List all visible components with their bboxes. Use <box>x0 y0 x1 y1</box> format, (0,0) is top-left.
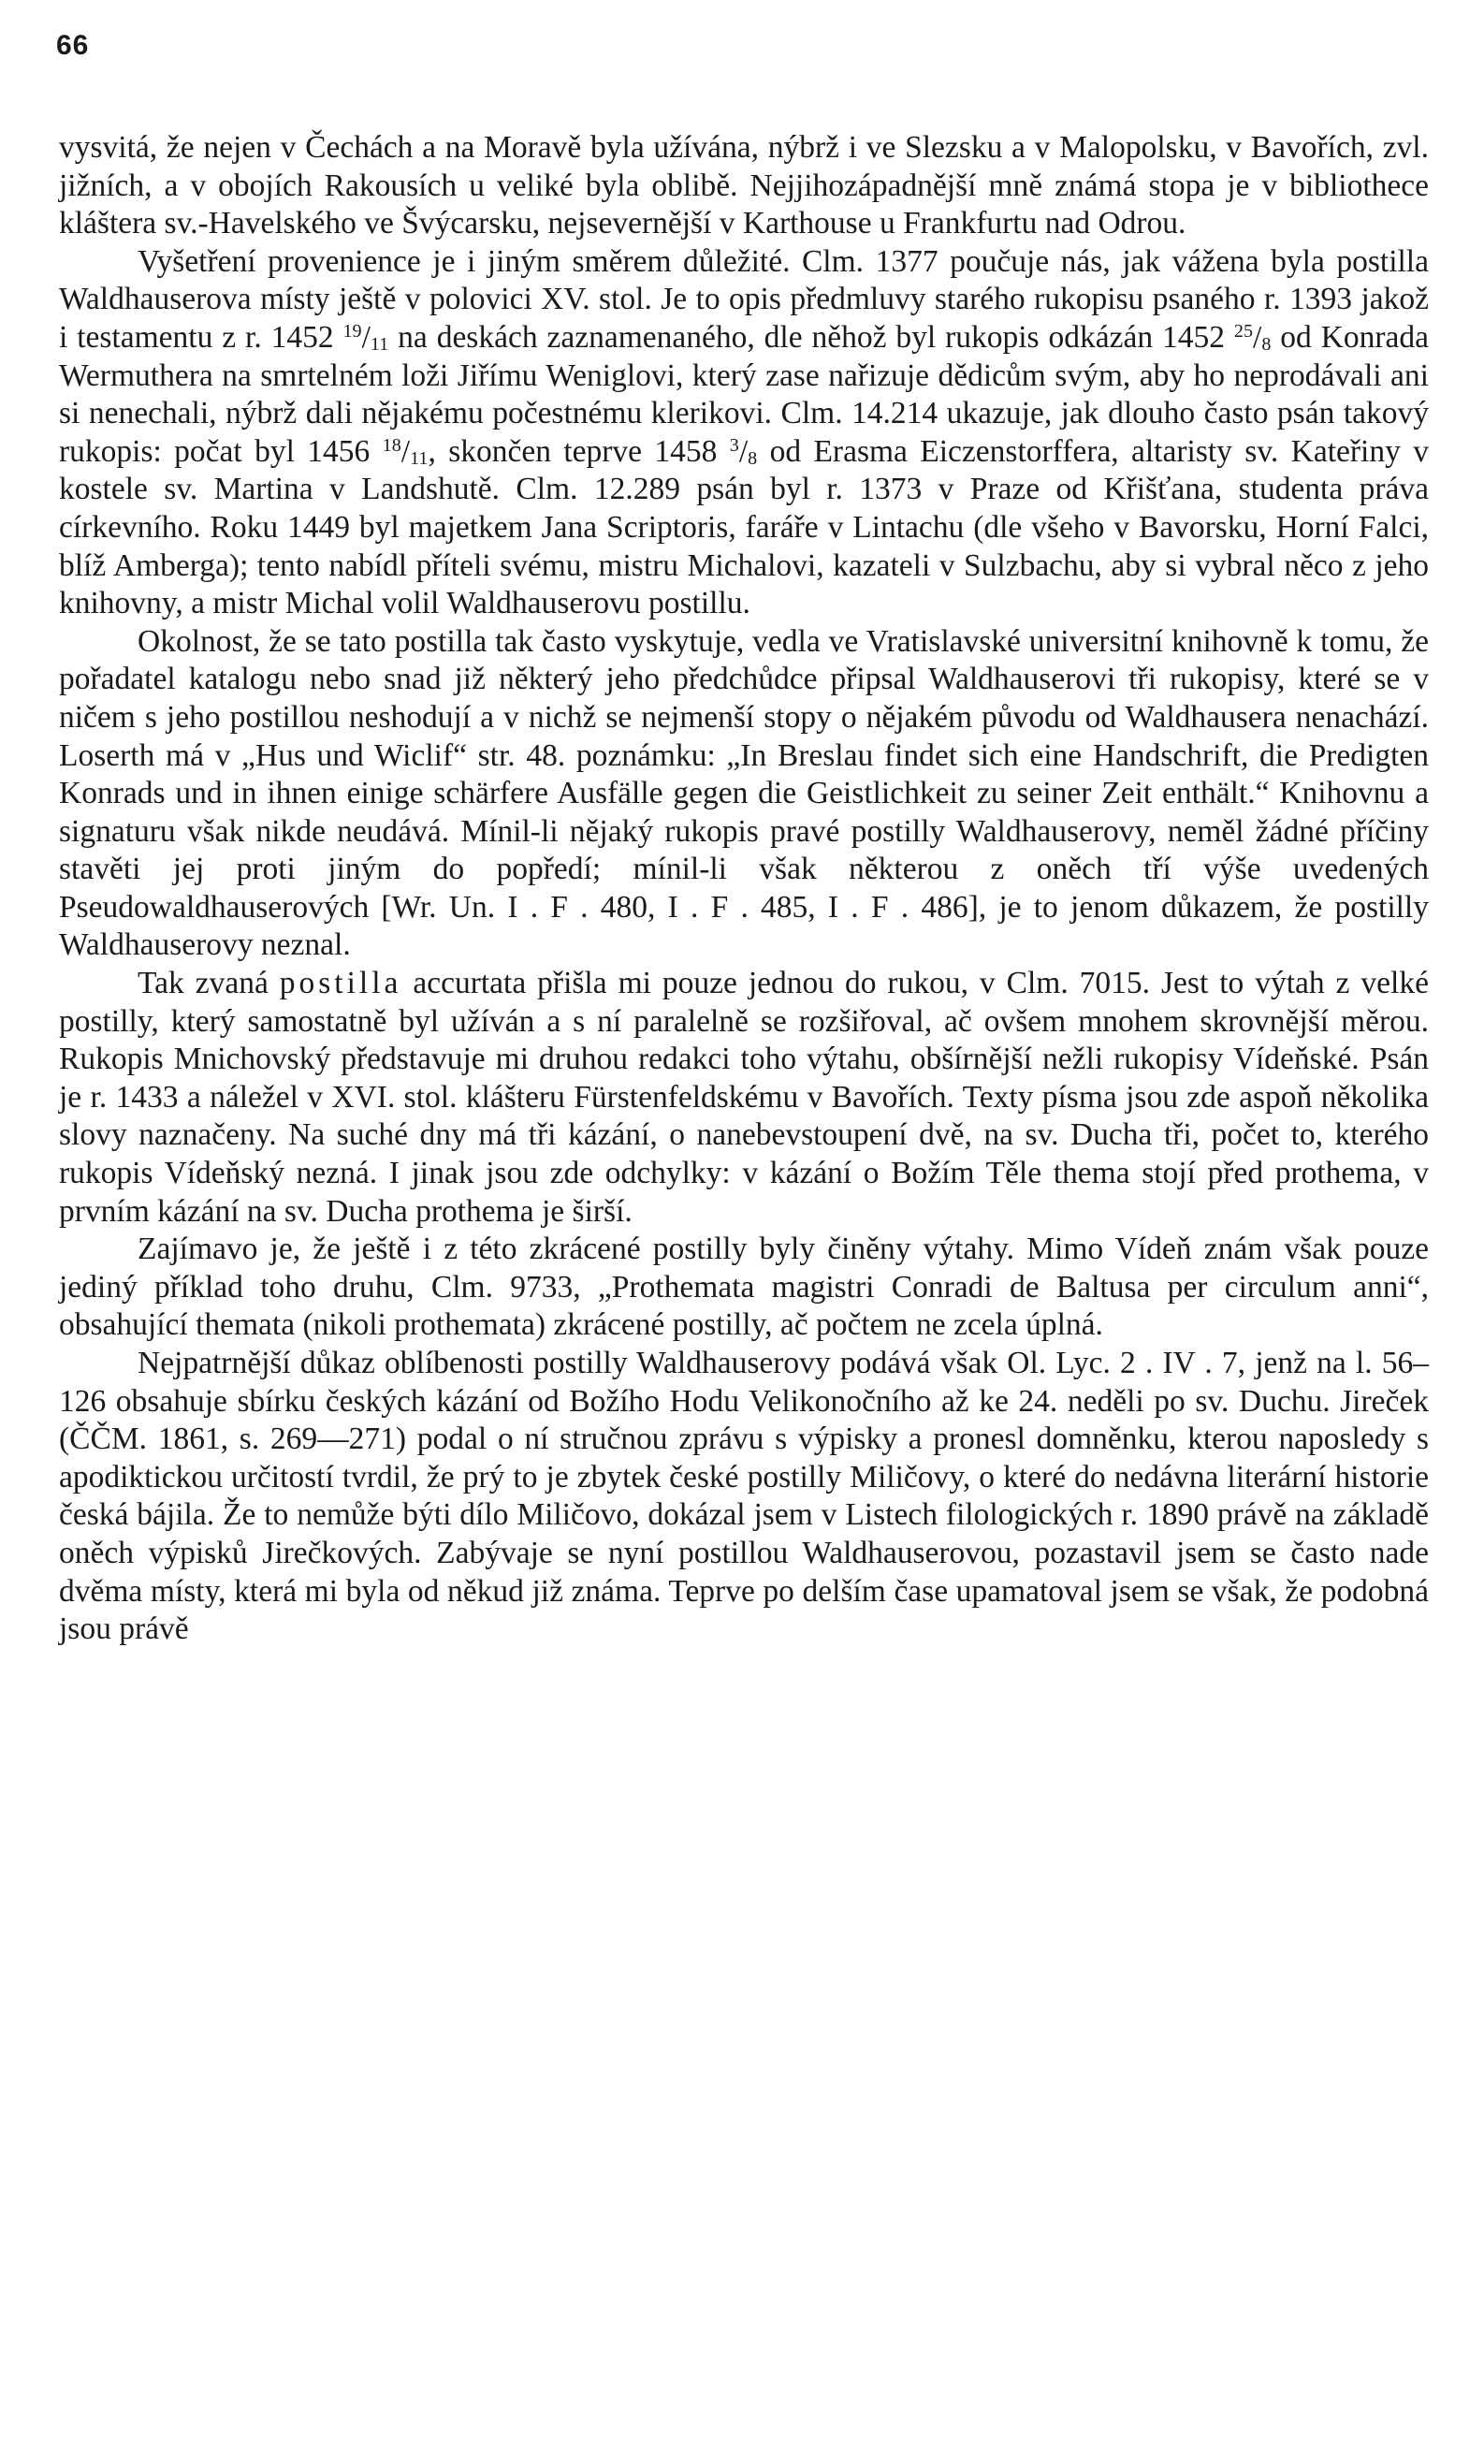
paragraph-6: Nejpatrnější důkaz oblíbenosti postilly Waldhauserovy podává však Ol. Lyc. 2 . IV . 7, jenž na l. 56–126 obsahuje sbírku českých kázání od Božího Hodu Velikonočního až ke 24. neděli po sv. Duchu. Jireček (ČČM. 1861, s. 269—271) podal o ní stručnou zprávu s výpisky a pronesl domněnku, kterou naposledy s apodiktickou určitostí tvrdil, že prý to je zbytek české postilly Miličovy, o které do nedávna literární historie česká bájila. Že to nemůže býti dílo Miličovo, dokázal jsem v Listech filologických r. 1890 právě na základě oněch výpisků Jirečkových. Zabývaje se nyní postillou Waldhauserovou, pozastavil jsem se často nade dvěma místy, která mi byla od někud již známa. Teprve po delším čase upamatoval jsem se však, že podobná jsou právě <box>59 1346 1429 1647</box>
text-run: Vyšetření provenience je i jiným směrem důležité. Clm. 1377 poučuje nás, jak vážena byla postilla Waldhauserova místy ještě v polovici XV. stol. Je to opis předmluvy starého rukopisu psaného r. 1393 jakož i testamentu z r. 1452 <box>59 243 1429 355</box>
date-fraction-numerator: 25 <box>1233 320 1253 342</box>
fraction-slash: / <box>1253 319 1262 355</box>
body-text <box>59 129 1429 1649</box>
date-fraction-denominator: 11 <box>370 333 389 355</box>
text-run: Tak zvaná <box>138 966 280 1001</box>
date-fraction-denominator: 11 <box>410 447 429 469</box>
text-run: na deskách zaznamenaného, dle něhož byl rukopis odkázán 1452 <box>388 319 1234 355</box>
paragraph-4 <box>59 965 1429 1231</box>
text-run: od Konrada Wermuthera na smrtelném loži Jiřímu Weniglovi, který zase nařizuje dědicům svým, aby ho neprodávali ani si nenechali, nýbrž dali nějakému počestnému klerikovi. Clm. 14.214 ukazuje, jak dlouho často psán takový rukopis: počat byl 1456 <box>59 319 1430 469</box>
spaced-term: postilla <box>279 966 402 1001</box>
fraction-slash: / <box>738 433 749 469</box>
text-run: , skončen teprve 1458 <box>428 433 730 469</box>
paragraph-3: Okolnost, že se tato postilla tak často vyskytuje, vedla ve Vratislavské universitní knihovně k tomu, že pořadatel katalogu nebo snad již některý jeho předchůdce připsal Waldhauserovi tři rukopisy, které se v ničem s jeho postillou neshodují a v nichž se nejmenší stopy o nějakém původu od Waldhausera nenachází. Loserth má v „Hus und Wiclif“ str. 48. poznámku: „In Breslau findet sich eine Handschrift, die Predigten Konrads und in ihnen einige schärfere Ausfälle gegen die Geistlichkeit zu seiner Zeit enthält.“ Knihovnu a signaturu však nikde neudává. Mínil-li nějaký rukopis pravé postilly Waldhauserovy, neměl žádné příčiny stavěti jej proti jiným do popředí; mínil-li však některou z oněch tří výše uvedených Pseudowaldhauserových [Wr. Un. I . F . 480, I . F . 485, I . F . 486], je to jenom důkazem, že postilly Waldhauserovy neznal. <box>59 623 1429 963</box>
paragraph-1: vysvitá, že nejen v Čechách a na Moravě byla užívána, nýbrž i ve Slezsku a v Malopolsku, v Bavořích, zvl. jižních, a v obojích Rakousích u veliké byla oblibě. Nejjihozápadnější mně známá stopa je v bibliothece kláštera sv.-Havelského ve Švýcarsku, nejsevernější v Karthouse u Frankfurtu nad Odrou. <box>59 130 1429 241</box>
fraction-slash: / <box>361 319 371 355</box>
date-fraction-denominator: 8 <box>748 447 758 469</box>
date-fraction-numerator: 19 <box>342 320 362 342</box>
paragraph-5: Zajímavo je, že ještě i z této zkrácené postilly byly činěny výtahy. Mimo Vídeň znám však pouze jediný příklad toho druhu, Clm. 9733, „Prothemata magistri Conradi de Baltusa per circulum anni“, obsahující themata (nikoli prothemata) zkrácené postilly, ač počtem ne zcela úplná. <box>59 1232 1429 1343</box>
text-run: od Erasma Eiczenstorffera, altaristy sv. Kateřiny v kostele sv. Martina v Landshutě. Clm. 12.289 psán byl r. 1373 v Praze od Křišťana, studenta práva církevního. Roku 1449 byl majetkem Jana Scriptoris, faráře v Lintachu (dle všeho v Bavorsku, Horní Falci, blíž Amberga); tento nabídl příteli svému, mistru Michalovi, kazateli v Sulzbachu, aby si vybral něco z jeho knihovny, a mistr Michal volil Waldhauserovu postillu. <box>59 433 1429 621</box>
page-number: 66 <box>56 30 90 61</box>
date-fraction-numerator: 3 <box>729 434 739 456</box>
text-run: accurtata přišla mi pouze jednou do rukou, v Clm. 7015. Jest to výtah z velké postilly, který samostatně byl užíván a s ní paralelně se rozšiřoval, ač ovšem mnohem skrovnější měrou. Rukopis Mnichovský představuje mi druhou redakci toho výtahu, obšírnější nežli rukopisy Vídeňské. Psán je r. 1433 a náležel v XVI. stol. klášteru Fürstenfeldskému v Bavořích. Texty písma jsou zde aspoň několika slovy naznačeny. Na suché dny má tři kázání, o nanebevstoupení dvě, na sv. Ducha tři, počet to, kterého rukopis Vídeňský nezná. I jinak jsou zde odchylky: v kázání o Božím Těle thema stojí před prothema, v prvním kázání na sv. Ducha prothema je širší. <box>59 966 1429 1229</box>
date-fraction-numerator: 18 <box>382 434 401 456</box>
fraction-slash: / <box>400 433 411 469</box>
paragraph-2 <box>59 243 1429 623</box>
date-fraction-denominator: 8 <box>1261 333 1272 355</box>
